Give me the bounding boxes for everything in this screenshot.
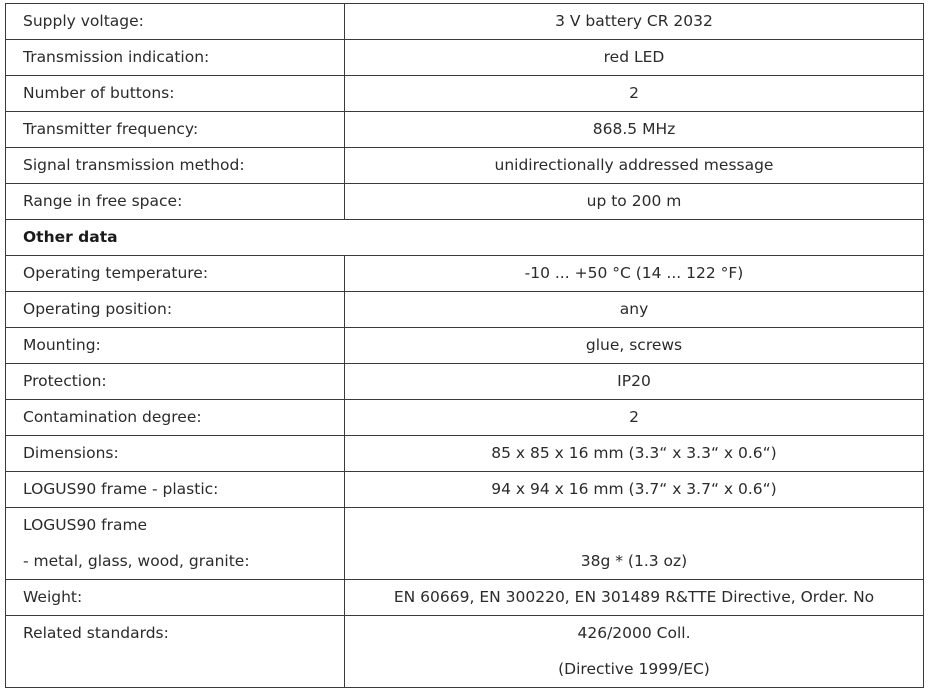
spec-label-line: Related standards: (23, 624, 169, 642)
spec-label: LOGUS90 frame - plastic: (6, 472, 345, 508)
table-row (6, 364, 924, 400)
table-row (6, 148, 924, 184)
spec-value: up to 200 m (345, 184, 924, 220)
table-row (6, 112, 924, 148)
table-row (6, 580, 924, 616)
spec-label (6, 616, 345, 688)
spec-value: 2 (345, 76, 924, 112)
spec-value-multiline (345, 616, 924, 688)
table-row (6, 436, 924, 472)
table-row-multiline (6, 616, 924, 688)
spec-label: Supply voltage: (6, 4, 345, 40)
spec-value: any (345, 292, 924, 328)
spec-label: Transmission indication: (6, 40, 345, 76)
spec-value: 2 (345, 400, 924, 436)
spec-label: Signal transmission method: (6, 148, 345, 184)
table-row (6, 184, 924, 220)
spec-value: 85 x 85 x 16 mm (3.3“ x 3.3“ x 0.6“) (345, 436, 924, 472)
spec-value: glue, screws (345, 328, 924, 364)
table-row (6, 292, 924, 328)
spec-label: Protection: (6, 364, 345, 400)
spec-label-multiline (6, 508, 345, 580)
spec-table (5, 3, 924, 688)
table-row (6, 76, 924, 112)
spec-value: unidirectionally addressed message (345, 148, 924, 184)
spec-value: 868.5 MHz (345, 112, 924, 148)
spec-value-line: 426/2000 Coll. (577, 624, 691, 642)
spec-label-line: LOGUS90 frame (23, 516, 148, 534)
table-row (6, 40, 924, 76)
table-row (6, 400, 924, 436)
spec-label: Operating position: (6, 292, 345, 328)
spec-value-multiline (345, 508, 924, 580)
spec-value-line (345, 508, 923, 544)
spec-value: EN 60669, EN 300220, EN 301489 R&TTE Directive, Order. No (345, 580, 924, 616)
table-row (6, 328, 924, 364)
spec-value-line: (Directive 1999/EC) (558, 659, 710, 678)
section-heading: Other data (6, 220, 924, 256)
spec-label: Mounting: (6, 328, 345, 364)
spec-value-line: 38g * (1.3 oz) (580, 551, 688, 570)
spec-value: -10 ... +50 °C (14 ... 122 °F) (345, 256, 924, 292)
spec-value: IP20 (345, 364, 924, 400)
spec-value: red LED (345, 40, 924, 76)
table-row (6, 4, 924, 40)
table-row (6, 256, 924, 292)
spec-label: Number of buttons: (6, 76, 345, 112)
spec-value: 94 x 94 x 16 mm (3.7“ x 3.7“ x 0.6“) (345, 472, 924, 508)
spec-label-line: - metal, glass, wood, granite: (23, 551, 250, 570)
spec-label: Range in free space: (6, 184, 345, 220)
table-row (6, 472, 924, 508)
spec-label: Dimensions: (6, 436, 345, 472)
spec-value: 3 V battery CR 2032 (345, 4, 924, 40)
section-row (6, 220, 924, 256)
spec-label: Weight: (6, 580, 345, 616)
table-row-multiline (6, 508, 924, 580)
spec-label: Operating temperature: (6, 256, 345, 292)
spec-label: Contamination degree: (6, 400, 345, 436)
spec-label: Transmitter frequency: (6, 112, 345, 148)
